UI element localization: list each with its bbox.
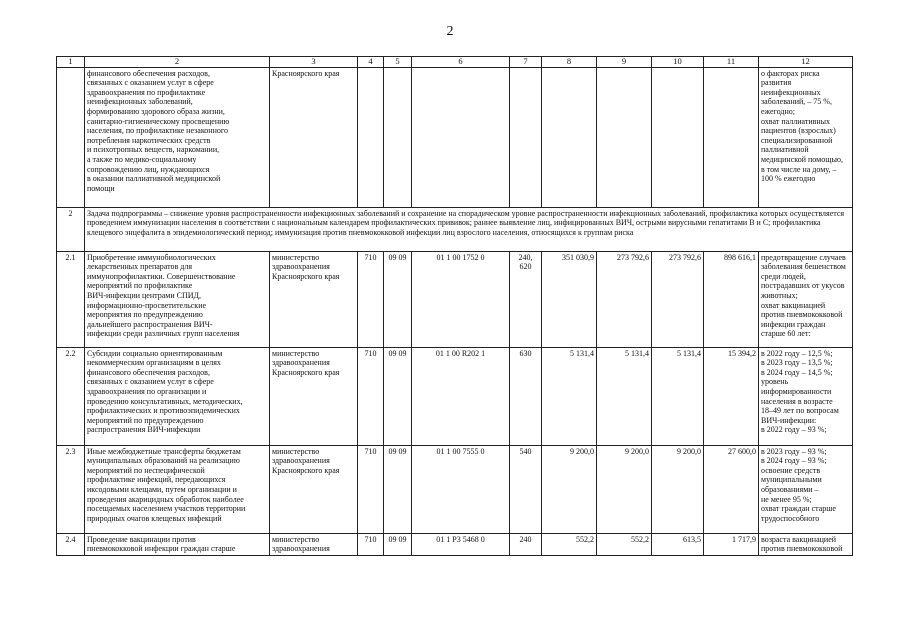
amount-2023: 5 131,4	[597, 347, 652, 445]
amount-2024: 273 792,6	[652, 251, 704, 347]
measure-name: Приобретение иммунобиологических лекарственных препаратов для иммунопрофилактики. Совершенствование мероприятий по профилактике ВИЧ-инфекции центрами СПИД, информационно-просветительские мероприятия по предупреждению дальнейшего распространения ВИЧ- инфекции среди различных групп населения	[85, 251, 270, 347]
measure-name: финансового обеспечения расходов, связанных с оказанием услуг в сфере здравоохранения по профилактике неинфекционных заболеваний, формированию здорового образа жизни, санитарно-гигиеническому просвещению населения, по профилактике незаконного потребления наркотических средств и психотропных веществ, наркомании, а также по медико-социальному сопровождению лиц, нуждающихся в оказании паллиативной медицинской помощи	[85, 67, 270, 207]
rzpr-code: 09 09	[384, 533, 412, 555]
expected-result: в 2022 году – 12,5 %; в 2023 году – 13,5 %; в 2024 году – 14,5 %; уровень информированности населения в возрасте 18–49 лет по вопросам ВИЧ-инфекции: в 2022 году – 93 %;	[759, 347, 853, 445]
expected-result: о факторах риска развития неинфекционных заболеваний, – 75 %, ежегодно; охват паллиативных пациентов (взрослых) специализированной паллиативной медицинской помощью, в том числе на дому, – 100 % ежегодно	[759, 67, 853, 207]
header-cell: 11	[704, 57, 759, 68]
agency: министерство здравоохранения Красноярского края	[270, 251, 358, 347]
header-cell: 2	[85, 57, 270, 68]
vr-code: 240	[510, 533, 542, 555]
csr-code: 01 1 Р3 5468 0	[412, 533, 510, 555]
expected-result: в 2023 году – 93 %; в 2024 году – 93 %; освоение средств муниципальными образованиями – не менее 95 %; охват граждан старше трудоспособного	[759, 445, 853, 533]
vr-code: 240, 620	[510, 251, 542, 347]
header-cell: 6	[412, 57, 510, 68]
task-number: 2	[57, 207, 85, 251]
amount-2024: 613,5	[652, 533, 704, 555]
amount-total: 15 394,2	[704, 347, 759, 445]
header-cell: 3	[270, 57, 358, 68]
header-cell: 4	[358, 57, 384, 68]
grbs-code	[358, 67, 384, 207]
amount-2023: 273 792,6	[597, 251, 652, 347]
task-row	[57, 207, 853, 251]
amount-total: 27 600,0	[704, 445, 759, 533]
amount-2023	[597, 67, 652, 207]
expected-result: возраста вакцинацией против пневмококковой	[759, 533, 853, 555]
row-number: 2.4	[57, 533, 85, 555]
csr-code: 01 1 00 7555 0	[412, 445, 510, 533]
amount-2022	[542, 67, 597, 207]
budget-table	[56, 56, 853, 556]
agency: Красноярского края	[270, 67, 358, 207]
rzpr-code: 09 09	[384, 347, 412, 445]
rzpr-code: 09 09	[384, 251, 412, 347]
row-number: 2.1	[57, 251, 85, 347]
csr-code	[412, 67, 510, 207]
row-number: 2.3	[57, 445, 85, 533]
table-row	[57, 445, 853, 533]
page-number: 2	[446, 24, 454, 39]
rzpr-code: 09 09	[384, 445, 412, 533]
task-text: Задача подпрограммы – снижение уровня распространенности инфекционных заболеваний и сохранение на спорадическом уровне распространенности инфекционных заболеваний, профилактика которых осуществляется проведением иммунизации населения в соответствии с национальным календарем профилактических прививок; раннее выявление лиц, инфицированных ВИЧ, острыми вирусными гепатитами В и С; профилактика клещевого энцефалита в эпидемиологический период; иммунизация против пневмококковой инфекции лиц взрослого населения, относящихся к группам риска	[85, 207, 853, 251]
grbs-code: 710	[358, 533, 384, 555]
measure-name: Проведение вакцинации против пневмококковой инфекции граждан старше	[85, 533, 270, 555]
amount-total	[704, 67, 759, 207]
csr-code: 01 1 00 R202 1	[412, 347, 510, 445]
vr-code: 540	[510, 445, 542, 533]
grbs-code: 710	[358, 251, 384, 347]
table-row	[57, 347, 853, 445]
header-cell: 8	[542, 57, 597, 68]
csr-code: 01 1 00 1752 0	[412, 251, 510, 347]
rzpr-code	[384, 67, 412, 207]
header-cell: 12	[759, 57, 853, 68]
row-number	[57, 67, 85, 207]
row-number: 2.2	[57, 347, 85, 445]
amount-2024	[652, 67, 704, 207]
agency: министерство здравоохранения Красноярского края	[270, 445, 358, 533]
header-cell: 10	[652, 57, 704, 68]
amount-2022: 552,2	[542, 533, 597, 555]
amount-2024: 9 200,0	[652, 445, 704, 533]
amount-2023: 552,2	[597, 533, 652, 555]
header-cell: 5	[384, 57, 412, 68]
amount-total: 1 717,9	[704, 533, 759, 555]
measure-name: Субсидии социально ориентированным некоммерческим организациям в целях финансового обеспечения расходов, связанных с оказанием услуг в сфере здравоохранения по организации и проведению консультативных, методических, профилактических и противоэпидемических мероприятий по предупреждению распространения ВИЧ-инфекции	[85, 347, 270, 445]
header-row	[57, 57, 853, 68]
header-cell: 9	[597, 57, 652, 68]
vr-code	[510, 67, 542, 207]
grbs-code: 710	[358, 347, 384, 445]
amount-2022: 5 131,4	[542, 347, 597, 445]
grbs-code: 710	[358, 445, 384, 533]
amount-2022: 351 030,9	[542, 251, 597, 347]
amount-total: 898 616,1	[704, 251, 759, 347]
table-row	[57, 533, 853, 555]
expected-result: предотвращение случаев заболевания бешенством среди людей, пострадавших от укусов животных; охват вакцинацией против пневмококковой инфекции граждан старше 60 лет:	[759, 251, 853, 347]
agency: министерство здравоохранения	[270, 533, 358, 555]
header-cell: 7	[510, 57, 542, 68]
table-row	[57, 251, 853, 347]
measure-name: Иные межбюджетные трансферты бюджетам муниципальных образований на реализацию мероприятий по неспецифической профилактике инфекций, передающихся иксодовыми клещами, путем организации и проведения акарицидных обработок наиболее посещаемых населением участков территории природных очагов клещевых инфекций	[85, 445, 270, 533]
amount-2024: 5 131,4	[652, 347, 704, 445]
table-row	[57, 67, 853, 207]
header-cell: 1	[57, 57, 85, 68]
vr-code: 630	[510, 347, 542, 445]
amount-2023: 9 200,0	[597, 445, 652, 533]
agency: министерство здравоохранения Красноярского края	[270, 347, 358, 445]
amount-2022: 9 200,0	[542, 445, 597, 533]
